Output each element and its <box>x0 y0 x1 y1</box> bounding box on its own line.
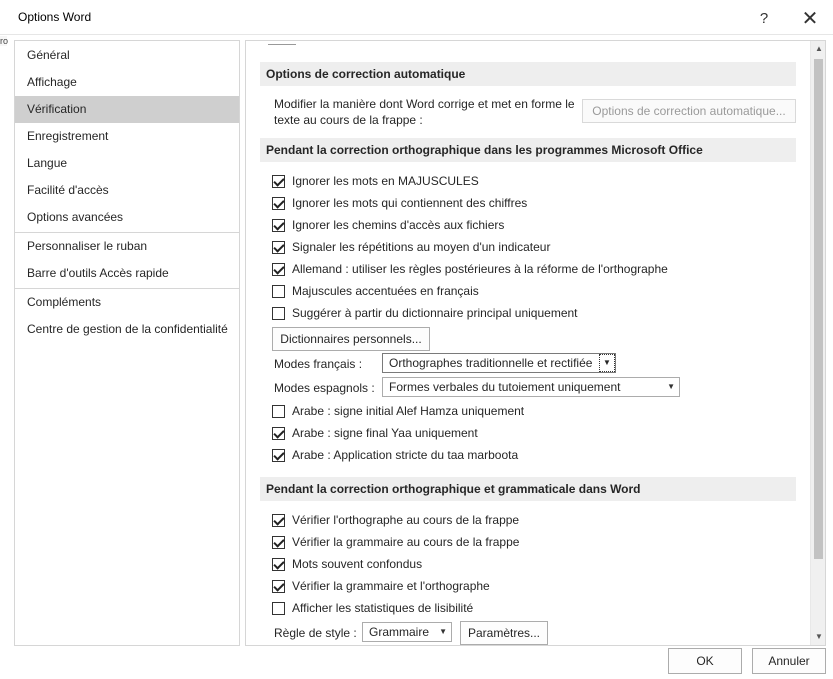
style-rule-label: Règle de style : <box>274 626 357 640</box>
checkbox-row[interactable] <box>272 577 490 595</box>
checkbox-label: Mots souvent confondus <box>292 557 423 571</box>
close-button[interactable]: ✕ <box>801 7 819 30</box>
checkbox-row[interactable] <box>272 304 578 322</box>
checkbox-label: Signaler les répétitions au moyen d'un indicateur <box>292 240 551 254</box>
word-spelling-section-header: Pendant la correction orthographique et grammaticale dans Word <box>260 477 796 501</box>
autocorrect-options-button[interactable]: Options de correction automatique... <box>582 99 796 123</box>
grammar-settings-button[interactable]: Paramètres... <box>460 621 548 645</box>
category-sidebar <box>14 40 240 646</box>
checkbox-label: Ignorer les mots en MAJUSCULES <box>292 174 479 188</box>
vertical-scrollbar[interactable] <box>810 41 826 645</box>
window-title: Options Word <box>18 10 92 24</box>
checkbox-label: Ignorer les chemins d'accès aux fichiers <box>292 218 505 232</box>
checkbox-checked[interactable] <box>272 427 285 440</box>
french-modes-select[interactable] <box>382 353 616 373</box>
checkbox-checked[interactable] <box>272 241 285 254</box>
checkbox-row[interactable] <box>272 402 524 420</box>
checkbox-label: Vérifier la grammaire et l'orthographe <box>292 579 490 593</box>
cancel-button[interactable]: Annuler <box>752 648 826 674</box>
checkbox-label: Allemand : utiliser les règles postérieures à la réforme de l'orthographe <box>292 262 668 276</box>
sidebar-item[interactable]: Affichage <box>27 75 77 89</box>
checkbox-unchecked[interactable] <box>272 602 285 615</box>
background-window-edge: ro <box>0 36 9 46</box>
checkbox-label: Vérifier l'orthographe au cours de la frappe <box>292 513 520 527</box>
style-rule-value: Grammaire <box>369 625 430 639</box>
checkbox-checked[interactable] <box>272 558 285 571</box>
sidebar-item[interactable]: Centre de gestion de la confidentialité <box>27 322 228 336</box>
autocorrect-description: Modifier la manière dont Word corrige et met en forme le texte au cours de la frappe : <box>274 97 575 127</box>
sidebar-item[interactable]: Compléments <box>27 295 102 309</box>
checkbox-row[interactable] <box>272 194 527 212</box>
checkbox-label: Ignorer les mots qui contiennent des chiffres <box>292 196 528 210</box>
checkbox-label: Arabe : signe final Yaa uniquement <box>292 426 478 440</box>
checkbox-unchecked[interactable] <box>272 307 285 320</box>
background-window-strip <box>0 0 833 4</box>
custom-dictionaries-button[interactable]: Dictionnaires personnels... <box>272 327 430 351</box>
checkbox-checked[interactable] <box>272 197 285 210</box>
checkbox-row[interactable] <box>272 238 550 256</box>
checkbox-row[interactable] <box>272 446 518 464</box>
sidebar-item[interactable]: Barre d'outils Accès rapide <box>27 266 169 280</box>
sidebar-item[interactable]: Options avancées <box>27 210 124 224</box>
office-spelling-section-header: Pendant la correction orthographique dans les programmes Microsoft Office <box>260 138 796 162</box>
checkbox-label: Majuscules accentuées en français <box>292 284 479 298</box>
help-button[interactable]: ? <box>759 9 769 27</box>
checkbox-row[interactable] <box>272 172 479 190</box>
checkbox-row[interactable] <box>272 555 422 573</box>
checkbox-checked[interactable] <box>272 580 285 593</box>
scroll-down-icon[interactable]: ▼ <box>815 632 823 641</box>
checkbox-label: Arabe : signe initial Alef Hamza uniquement <box>292 404 525 418</box>
dropdown-arrow-icon: ▼ <box>439 627 447 636</box>
checkbox-row[interactable] <box>272 424 478 442</box>
dropdown-arrow-icon: ▼ <box>667 382 675 391</box>
checkbox-row[interactable] <box>272 533 519 551</box>
style-rule-select[interactable] <box>362 622 452 642</box>
sidebar-item[interactable]: Personnaliser le ruban <box>27 239 148 253</box>
checkbox-label: Vérifier la grammaire au cours de la frappe <box>292 535 520 549</box>
scroll-up-icon[interactable]: ▲ <box>815 44 823 53</box>
spanish-modes-select[interactable] <box>382 377 680 397</box>
checkbox-unchecked[interactable] <box>272 285 285 298</box>
checkbox-checked[interactable] <box>272 514 285 527</box>
checkbox-row[interactable] <box>272 282 479 300</box>
checkbox-label: Arabe : Application stricte du taa marboota <box>292 448 519 462</box>
spanish-modes-label: Modes espagnols : <box>274 381 375 395</box>
sidebar-item[interactable]: Langue <box>27 156 68 170</box>
checkbox-row[interactable] <box>272 511 519 529</box>
checkbox-row[interactable] <box>272 216 504 234</box>
ok-button[interactable]: OK <box>668 648 742 674</box>
french-modes-label: Modes français : <box>274 357 363 371</box>
sidebar-item[interactable]: Enregistrement <box>27 129 109 143</box>
sidebar-item[interactable]: Facilité d'accès <box>27 183 109 197</box>
checkbox-label: Suggérer à partir du dictionnaire principal uniquement <box>292 306 578 320</box>
checkbox-unchecked[interactable] <box>272 405 285 418</box>
spanish-modes-value: Formes verbales du tutoiement uniquement <box>389 380 621 394</box>
checkbox-row[interactable] <box>272 260 668 278</box>
sidebar-item[interactable]: Vérification <box>15 96 239 123</box>
autocorrect-section-header: Options de correction automatique <box>260 62 796 86</box>
checkbox-checked[interactable] <box>272 219 285 232</box>
checkbox-label: Afficher les statistiques de lisibilité <box>292 601 474 615</box>
checkbox-checked[interactable] <box>272 263 285 276</box>
sidebar-item[interactable]: Général <box>27 48 70 62</box>
checkbox-checked[interactable] <box>272 175 285 188</box>
proofing-options-panel <box>245 40 826 646</box>
scroll-thumb[interactable] <box>814 59 823 559</box>
checkbox-row[interactable] <box>272 599 473 617</box>
clipped-control <box>268 41 296 45</box>
checkbox-checked[interactable] <box>272 449 285 462</box>
checkbox-checked[interactable] <box>272 536 285 549</box>
dropdown-arrow-icon: ▼ <box>599 354 615 372</box>
title-bar <box>0 0 833 35</box>
french-modes-value: Orthographes traditionnelle et rectifiée <box>389 356 593 370</box>
